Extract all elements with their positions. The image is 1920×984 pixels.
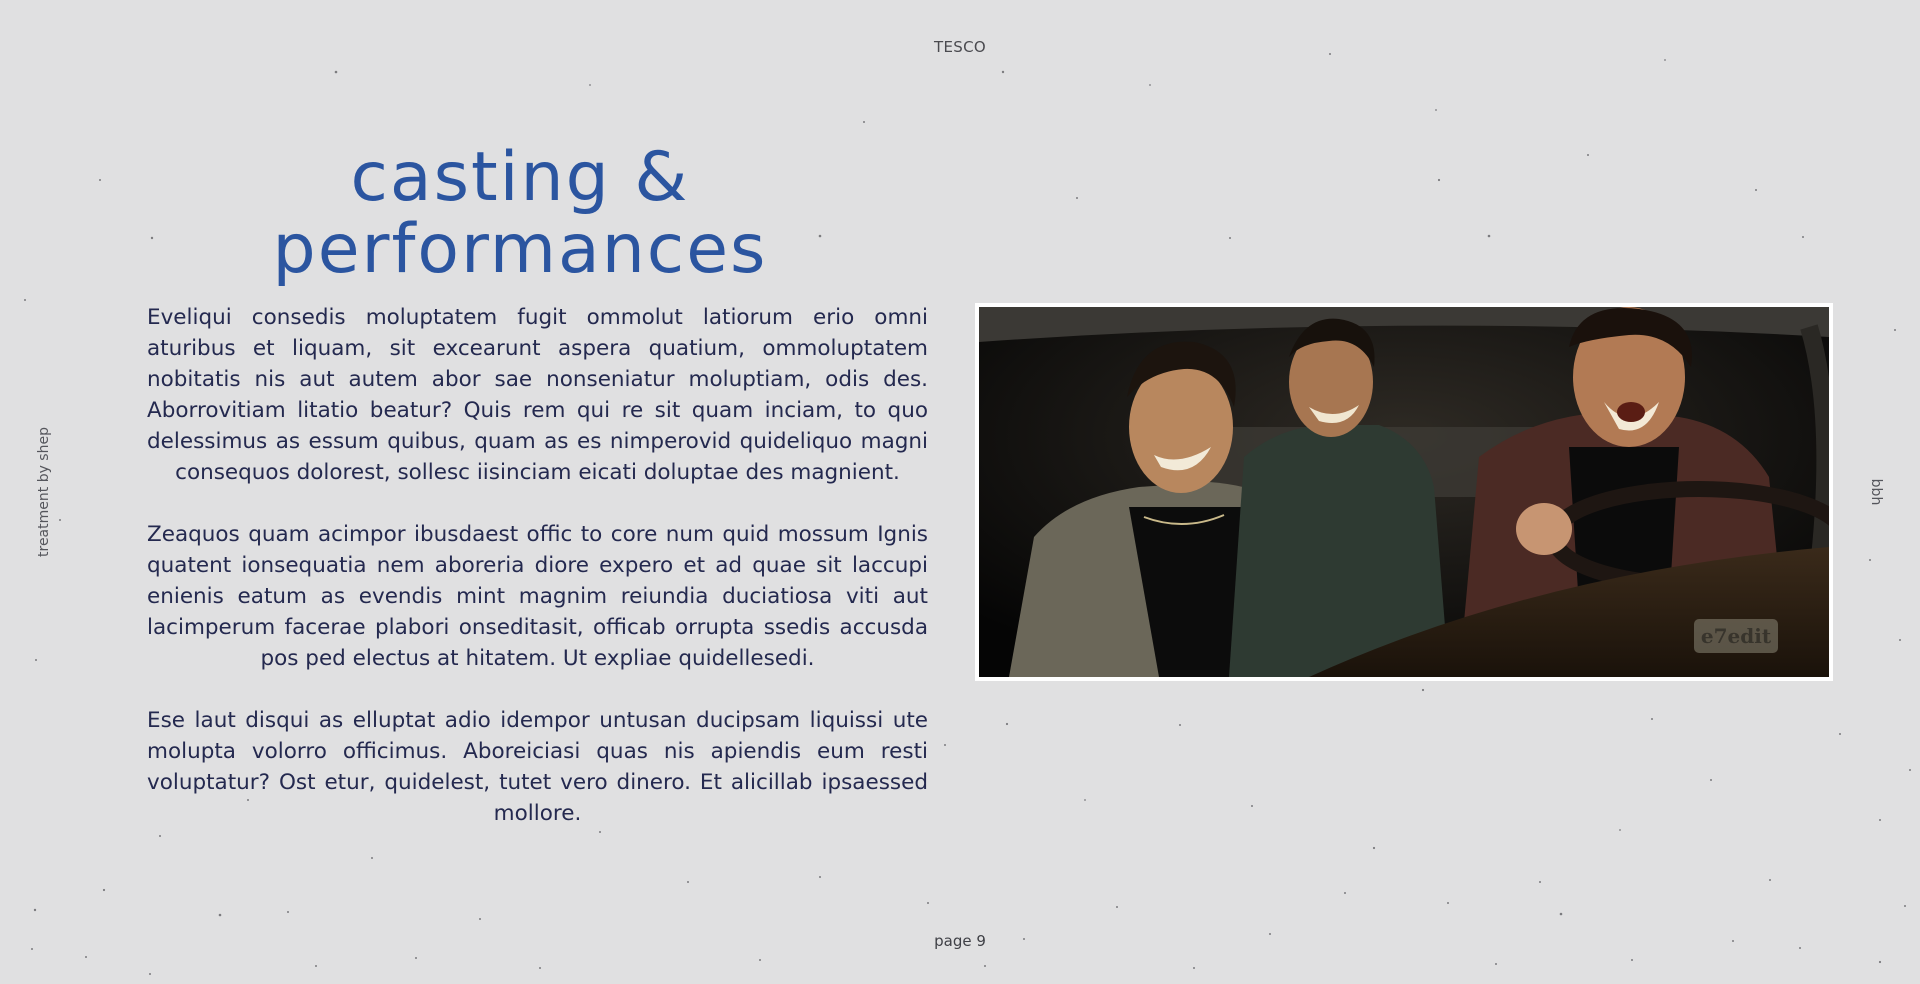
header-brand: TESCO	[934, 38, 986, 56]
paragraph-3: Ese laut disqui as elluptat adio idempor untusan ducipsam liquissi ute molupta volorro officimus. Aboreiciasi quas nis apiendis eum resti voluptatur? Ost etur, quidelest, tutet vero dinero. Et alicillab ipsaessed mollore.	[147, 708, 928, 826]
casting-photo-frame	[975, 303, 1833, 681]
watermark-text: e7edit	[1700, 624, 1772, 648]
page-title	[140, 138, 900, 289]
casting-photo	[979, 307, 1829, 677]
body-text	[147, 302, 928, 860]
photo-watermark	[1694, 619, 1778, 653]
sidebar-left-label: treatment by shep	[36, 427, 52, 557]
paragraph-2: Zeaquos quam acimpor ibusdaest offic to core num quid mossum Ignis quatent ionsequatia nem aboreria diore expero et ad quae sit laccupi enienis eatum as evendis mint magnim reiundia duciatiosa viti aut lacimperum facerae plabori onseditasit, officab orrupta ssedis accusda pos ped electus at hitatem. Ut expliae quidellesedi.	[147, 522, 928, 671]
paragraph-1: Eveliqui consedis moluptatem fugit ommolut latiorum erio omni aturibus et liquam, sit excearunt aspera quatium, ommoluptatem nobitatis nis aut autem abor sae nonseniatur moluptiam, odis des. Aborrovitiam litatio beatur? Quis rem qui re sit quam inciam, to quo delessimus as essum quibus, quam as es nimperovid quideliquo magni consequos dolorest, sollesc iisinciam eicati doluptae des magnient.	[147, 305, 928, 485]
title-line-2: performances	[272, 210, 768, 289]
page-number: page 9	[934, 932, 986, 950]
title-line-1: casting &	[350, 138, 690, 217]
sidebar-right-label: bbh	[1868, 478, 1884, 506]
